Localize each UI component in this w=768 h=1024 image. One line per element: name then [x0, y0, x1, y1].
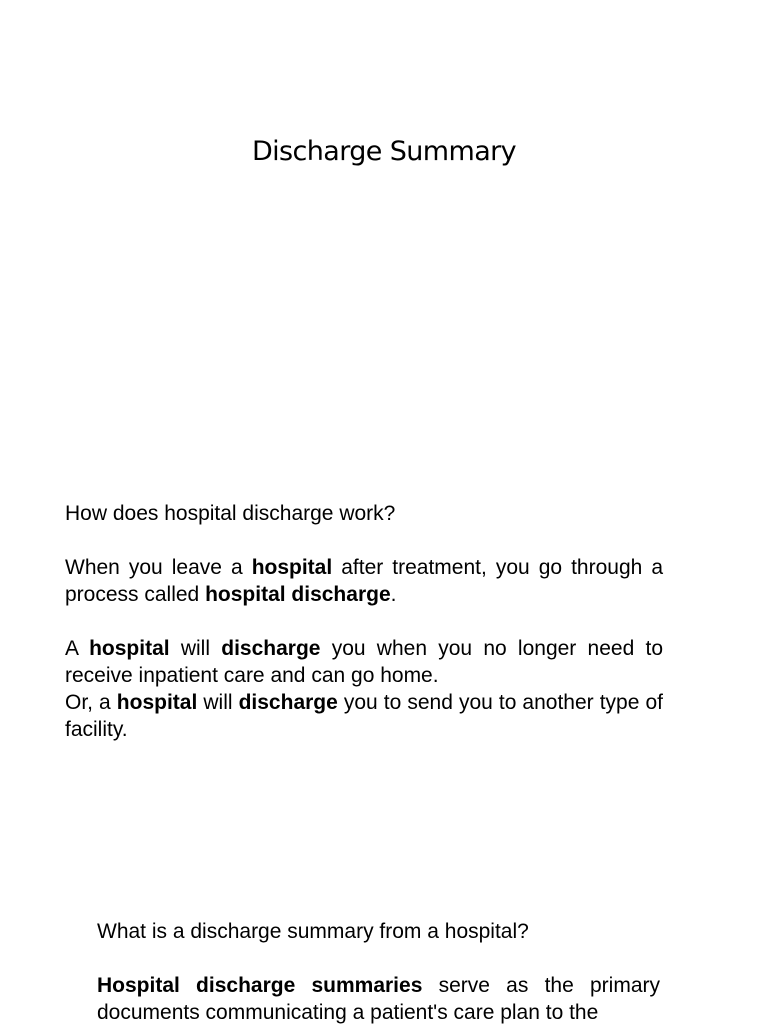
paragraph: [65, 635, 663, 689]
bold-term: discharge: [221, 637, 321, 660]
section-hospital-discharge: [65, 500, 663, 743]
bold-term: hospital: [251, 556, 333, 579]
text-run: serve as the primary documents communicating a patient's care plan to the: [97, 974, 660, 1024]
text-run: When you leave a: [65, 556, 252, 579]
section-question: What is a discharge summary from a hospital?: [97, 920, 529, 943]
paragraph: [65, 554, 663, 608]
bold-term: hospital: [116, 691, 198, 714]
bold-term: hospital discharge: [205, 583, 391, 606]
text-run: A: [65, 637, 90, 660]
paragraph: [97, 972, 660, 1024]
text-run: you to send you to another type of facility.: [65, 691, 663, 741]
text-run: after treatment, you go through a process called: [65, 556, 663, 606]
bold-term: discharge: [238, 691, 338, 714]
page-title: Discharge Summary: [251, 136, 517, 167]
text-run: Or, a: [65, 691, 117, 714]
paragraph: [65, 689, 663, 743]
section-discharge-summary: [97, 918, 660, 1024]
bold-term: Hospital discharge summaries: [97, 974, 423, 997]
text-run: will: [197, 691, 239, 714]
text-run: will: [169, 637, 222, 660]
text-run: you when you no longer need to receive inpatient care and can go home.: [65, 637, 663, 687]
text-run: .: [390, 583, 397, 606]
bold-term: hospital: [89, 637, 170, 660]
section-question: How does hospital discharge work?: [65, 502, 396, 525]
